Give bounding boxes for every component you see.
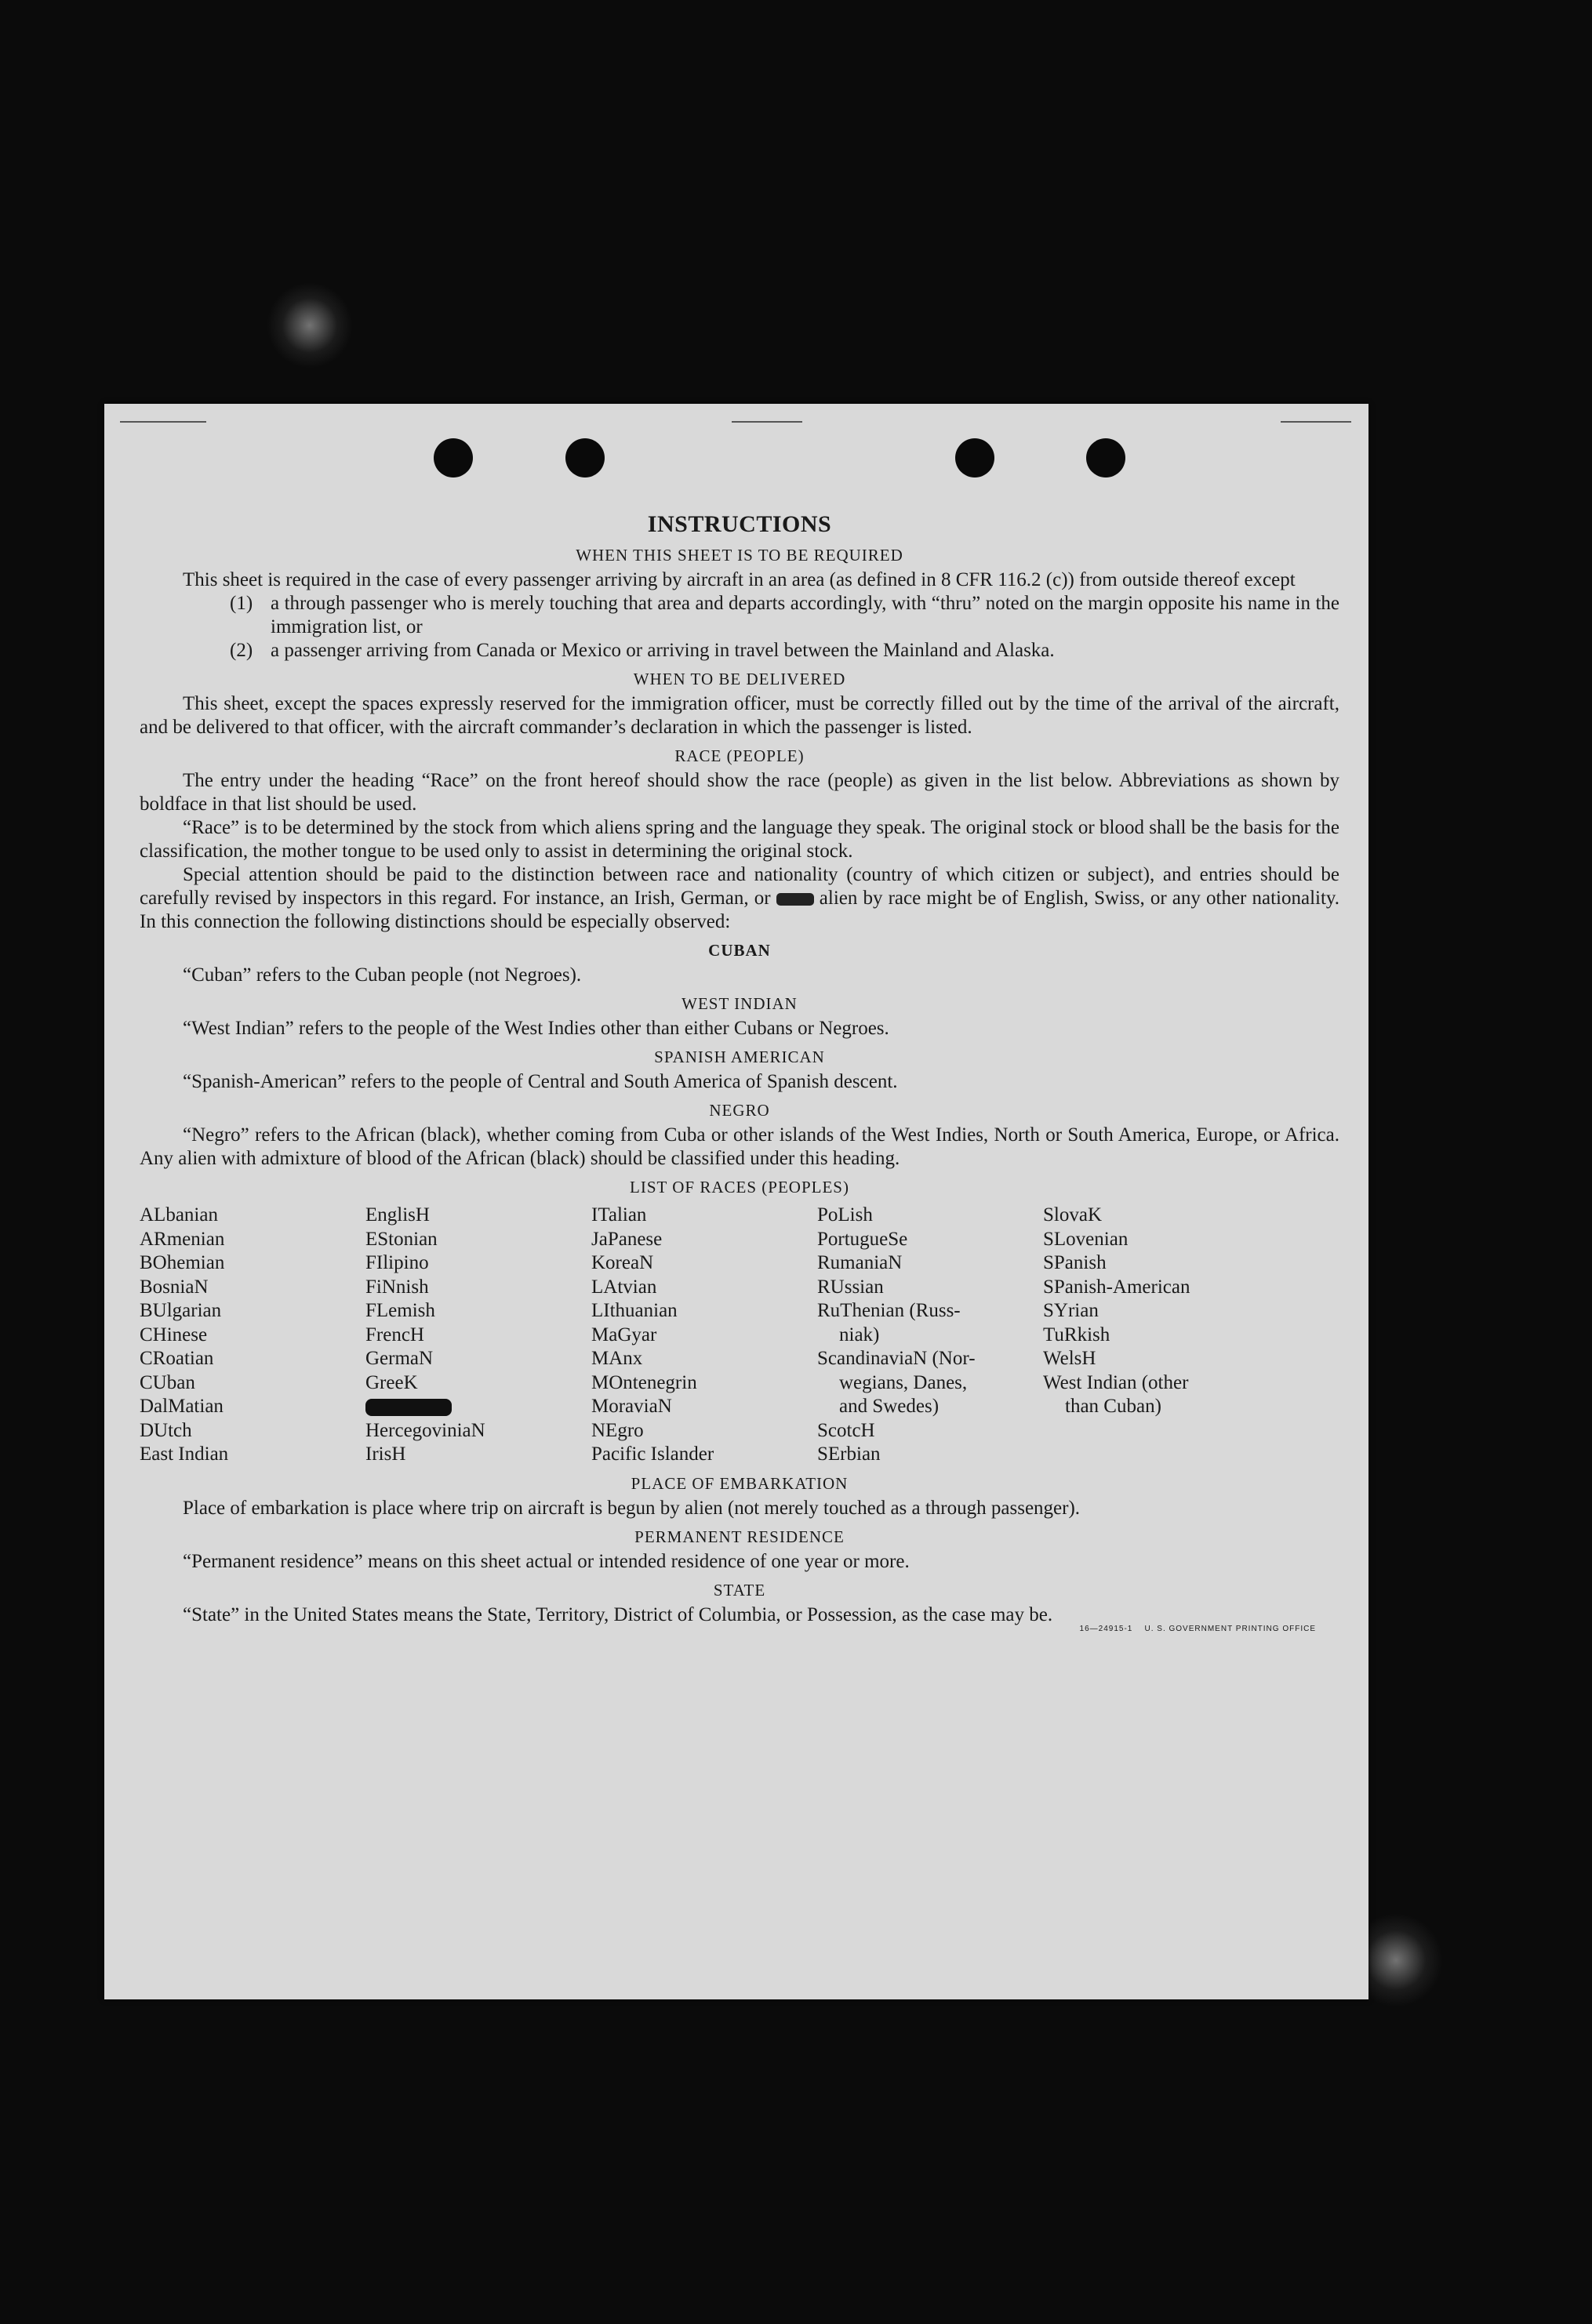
paragraph: “Permanent residence” means on this sheet actual or intended residence of one year or more. xyxy=(183,1550,910,1572)
section-heading: WEST INDIAN xyxy=(682,994,798,1013)
race-entry: SlovaK xyxy=(1043,1204,1102,1226)
section-heading: PLACE OF EMBARKATION xyxy=(631,1473,849,1493)
race-entry: EnglisH xyxy=(365,1204,430,1226)
paragraph: “Negro” refers to the African (black), whether coming from Cuba or other islands of the West Indies, North or South America, Europe, or Africa. Any alien with admixture of blood of the African (black) should be classified under this heading. xyxy=(140,1124,1339,1169)
race-column xyxy=(591,1204,817,1467)
page-title: INSTRUCTIONS xyxy=(647,511,832,537)
race-entry: PortugueSe xyxy=(817,1228,908,1250)
section-heading: NEGRO xyxy=(709,1101,770,1120)
race-entry: DalMatian xyxy=(140,1396,224,1417)
race-entry: SErbian xyxy=(817,1443,881,1465)
race-entry: SPanish xyxy=(1043,1252,1107,1273)
printer-imprint: U. S. GOVERNMENT PRINTING OFFICE xyxy=(1144,1624,1316,1633)
race-entry: and Swedes) xyxy=(839,1396,940,1417)
race-entry: FiNnish xyxy=(365,1276,429,1298)
race-entry: TuRkish xyxy=(1043,1324,1110,1345)
race-entry: than Cuban) xyxy=(1065,1396,1161,1417)
race-entry: LAtvian xyxy=(591,1276,657,1298)
race-entry: ARmenian xyxy=(140,1228,225,1250)
item-number: (1) xyxy=(230,593,253,614)
race-entry: CUban xyxy=(140,1371,195,1393)
punch-hole xyxy=(1086,438,1125,478)
paragraph: “Race” is to be determined by the stock from which aliens spring and the language they speak. The original stock or blood shall be the basis for the classification, the mother tongue to be used only to assist in determining the original stock. xyxy=(140,817,1339,862)
top-rule-right xyxy=(1281,421,1351,423)
race-entry: MOntenegrin xyxy=(591,1371,697,1393)
section-heading: WHEN TO BE DELIVERED xyxy=(633,670,846,688)
race-entry: MaGyar xyxy=(591,1324,657,1345)
paragraph: The entry under the heading “Race” on the front hereof should show the race (people) as given in the list below. Abbreviations as shown by boldface in that list should be used. xyxy=(140,770,1339,815)
race-entry: FrencH xyxy=(365,1324,424,1345)
form-code: 16—24915-1 xyxy=(1079,1624,1133,1633)
redaction-mark xyxy=(776,893,814,906)
race-entry: MAnx xyxy=(591,1348,643,1369)
instructions-content xyxy=(140,510,1339,1641)
race-entry: CRoatian xyxy=(140,1348,214,1369)
paragraph xyxy=(140,863,1339,934)
race-entry: RumaniaN xyxy=(817,1252,903,1273)
race-entry-redacted xyxy=(365,1395,591,1419)
race-entry: KoreaN xyxy=(591,1252,654,1273)
race-entry: SPanish-American xyxy=(1043,1276,1190,1298)
section-heading: SPANISH AMERICAN xyxy=(654,1048,825,1066)
section-heading: LIST OF RACES (PEOPLES) xyxy=(630,1178,849,1196)
punch-hole xyxy=(434,438,473,478)
exception-item xyxy=(230,639,1339,663)
race-entry: West Indian (other xyxy=(1043,1371,1189,1393)
race-entry: NEgro xyxy=(591,1419,644,1441)
race-column xyxy=(1043,1204,1269,1467)
race-entry: ITalian xyxy=(591,1204,647,1226)
race-entry: FLemish xyxy=(365,1300,435,1321)
race-entry: JaPanese xyxy=(591,1228,663,1250)
race-entry: CHinese xyxy=(140,1324,208,1345)
item-text: a passenger arriving from Canada or Mexico or arriving in travel between the Mainland and Alaska. xyxy=(271,640,1055,661)
section-heading: RACE (PEOPLE) xyxy=(674,746,805,765)
paragraph-part: Special attention should be paid to the distinction between race and nationality (country of which citizen or subject), and entries should be carefully revised by inspectors in this regard. For instance, an Irish, German, or xyxy=(140,864,1339,909)
race-entry: East Indian xyxy=(140,1443,229,1465)
race-entry: GermaN xyxy=(365,1348,434,1369)
race-entry: LIthuanian xyxy=(591,1300,678,1321)
race-entry: BUlgarian xyxy=(140,1300,222,1321)
item-number: (2) xyxy=(230,640,253,661)
race-entry: WelsH xyxy=(1043,1348,1096,1369)
background-glare xyxy=(267,282,353,369)
race-entry: RUssian xyxy=(817,1276,884,1298)
punch-hole xyxy=(955,438,994,478)
race-entry: ALbanian xyxy=(140,1204,218,1226)
top-rule-mid xyxy=(732,421,802,423)
race-entry: SYrian xyxy=(1043,1300,1099,1321)
paragraph: “Spanish-American” refers to the people of Central and South America of Spanish descent. xyxy=(183,1071,898,1092)
section-heading: PERMANENT RESIDENCE xyxy=(634,1527,845,1546)
punch-hole xyxy=(565,438,605,478)
race-entry: RuThenian (Russ- xyxy=(817,1300,961,1321)
race-column xyxy=(817,1204,1043,1467)
race-entry: MoraviaN xyxy=(591,1396,672,1417)
race-entry: GreeK xyxy=(365,1371,418,1393)
race-column xyxy=(365,1204,591,1467)
race-entry: FIlipino xyxy=(365,1252,429,1273)
race-entry: IrisH xyxy=(365,1443,406,1465)
exception-item xyxy=(230,592,1339,639)
race-column xyxy=(140,1204,365,1467)
paragraph: This sheet, except the spaces expressly reserved for the immigration officer, must be correctly filled out by the time of the arrival of the aircraft, and be delivered to that officer, with the aircraft commander’s declaration in which the passenger is listed. xyxy=(140,693,1339,738)
race-entry: HercegoviniaN xyxy=(365,1419,485,1441)
paragraph: Place of embarkation is place where trip on aircraft is begun by alien (not merely touched as a through passenger). xyxy=(183,1497,1081,1519)
section-heading: WHEN THIS SHEET IS TO BE REQUIRED xyxy=(576,546,903,565)
race-entry: BosniaN xyxy=(140,1276,209,1298)
paragraph: “West Indian” refers to the people of the West Indies other than either Cubans or Negroes. xyxy=(183,1018,889,1039)
item-text: a through passenger who is merely touching that area and departs accordingly, with “thru” noted on the margin opposite his name in the immigration list, or xyxy=(271,593,1339,637)
redaction-mark xyxy=(365,1399,452,1416)
race-entry: BOhemian xyxy=(140,1252,225,1273)
section-heading: CUBAN xyxy=(708,941,771,960)
race-entry: SLovenian xyxy=(1043,1228,1129,1250)
race-entry: ScandinaviaN (Nor- xyxy=(817,1348,976,1369)
paragraph: This sheet is required in the case of every passenger arriving by aircraft in an area (as defined in 8 CFR 116.2 (c)) from outside thereof except xyxy=(183,569,1296,590)
race-entry: DUtch xyxy=(140,1419,192,1441)
race-entry: PoLish xyxy=(817,1204,873,1226)
document-sheet xyxy=(104,404,1368,1999)
race-entry: wegians, Danes, xyxy=(839,1371,968,1393)
race-entry: niak) xyxy=(839,1324,880,1345)
section-heading: STATE xyxy=(713,1580,766,1600)
race-entry: ScotcH xyxy=(817,1419,875,1441)
paragraph-part: alien by race might be of English, Swiss, or any other nationality. In this connection the following distinctions should be especially observed: xyxy=(140,888,1340,932)
race-entry: EStonian xyxy=(365,1228,438,1250)
top-rule-left xyxy=(120,421,206,423)
paragraph: “State” in the United States means the State, Territory, District of Columbia, or Possession, as the case may be. xyxy=(183,1603,1053,1625)
race-list xyxy=(140,1204,1339,1467)
paragraph: “Cuban” refers to the Cuban people (not Negroes). xyxy=(183,964,582,986)
race-entry: Pacific Islander xyxy=(591,1443,714,1465)
